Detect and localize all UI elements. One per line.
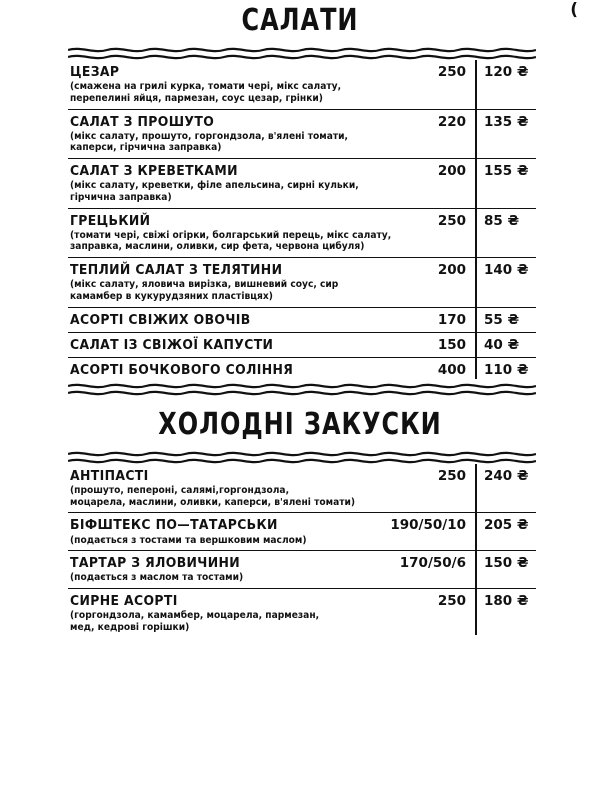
menu-item-weight: 170/50/6 xyxy=(399,555,466,572)
menu-item-row[interactable] xyxy=(68,258,536,308)
menu-item-description-line: (мікс салату, яловича вирізка, вишневий соус, сир xyxy=(70,279,339,291)
menu-item-name: ТАРТАР З ЯЛОВИЧИНИ xyxy=(70,555,240,572)
menu-item-description xyxy=(70,279,353,302)
menu-item-weight: 250 xyxy=(437,593,466,610)
wavy-divider-top-cold xyxy=(68,450,536,464)
menu-items-salads xyxy=(68,60,536,382)
menu-item-weight: 250 xyxy=(437,64,466,80)
menu-item-price: 110 ₴ xyxy=(484,361,529,378)
menu-item-description xyxy=(70,610,353,633)
menu-item-price: 40 ₴ xyxy=(484,336,520,353)
menu-item-description xyxy=(70,81,353,104)
menu-item-weight: 200 xyxy=(437,262,466,279)
wavy-divider-bottom-salads xyxy=(68,382,536,396)
menu-item-text xyxy=(68,110,374,159)
menu-item-name: ЦЕЗАР xyxy=(70,64,120,80)
menu-section-cold-appetizers xyxy=(0,408,600,638)
menu-item-text xyxy=(68,464,374,513)
menu-item-description-line: моцарела, маслини, оливки, каперси, в'ялені томати) xyxy=(70,496,356,508)
menu-item-weight: 220 xyxy=(437,113,466,130)
menu-item-description xyxy=(70,572,353,584)
menu-item-description-line: гірчична заправка) xyxy=(70,191,172,203)
menu-item-price: 240 ₴ xyxy=(484,467,529,484)
menu-item-text xyxy=(68,513,374,550)
menu-item-price: 55 ₴ xyxy=(484,311,520,328)
menu-item-description xyxy=(70,535,353,547)
menu-item-description xyxy=(70,180,359,203)
menu-item-weight: 170 xyxy=(437,311,466,328)
menu-item-row[interactable] xyxy=(68,464,536,514)
menu-item-price: 180 ₴ xyxy=(484,593,529,610)
menu-item-description-line: (смажена на грилі курка, томати чері, мікс салату, xyxy=(70,81,342,93)
menu-item-name: САЛАТ З КРЕВЕТКАМИ xyxy=(70,163,238,180)
menu-item-row[interactable] xyxy=(68,513,536,551)
menu-item-row[interactable] xyxy=(68,159,536,209)
menu-item-row[interactable] xyxy=(68,358,536,382)
menu-item-text xyxy=(68,159,374,208)
menu-item-description-line: заправка, маслини, оливки, сир фета, червона цибуля) xyxy=(70,241,365,253)
menu-item-weight: 190/50/10 xyxy=(390,517,466,534)
menu-item-text xyxy=(68,551,374,588)
section-title-cold-appetizers: ХОЛОДНІ ЗАКУСКИ xyxy=(158,406,442,442)
menu-item-name: БІФШТЕКС ПО—ТАТАРСЬКИ xyxy=(70,517,278,534)
menu-item-row[interactable] xyxy=(68,110,536,160)
menu-item-weight: 250 xyxy=(437,212,466,229)
section-title-salads: САЛАТИ xyxy=(241,3,359,38)
menu-item-row[interactable] xyxy=(68,308,536,333)
menu-item-description-line: камамбер в кукурудзяних пластівцях) xyxy=(70,290,273,302)
menu-item-description-line: (мікс салату, прошуто, горгондзола, в'ялені томати, xyxy=(70,130,349,142)
menu-items-cold-appetizers xyxy=(68,464,536,638)
menu-item-text xyxy=(68,258,374,307)
menu-item-text xyxy=(68,358,374,382)
menu-item-name: САЛАТ З ПРОШУТО xyxy=(70,113,215,130)
menu-item-weight: 400 xyxy=(437,361,466,378)
menu-item-name: АСОРТІ БОЧКОВОГО СОЛІННЯ xyxy=(70,361,294,378)
menu-item-price: 85 ₴ xyxy=(484,212,520,229)
menu-item-price: 205 ₴ xyxy=(484,517,529,534)
menu-item-weight: 150 xyxy=(437,336,466,353)
corner-paren-mark: ( xyxy=(570,0,578,20)
menu-item-description xyxy=(70,229,392,253)
wavy-divider-top-salads xyxy=(68,46,536,60)
menu-item-price: 120 ₴ xyxy=(484,64,529,80)
menu-item-description-line: (подається з тостами та вершковим маслом) xyxy=(70,534,307,546)
menu-item-price: 150 ₴ xyxy=(484,555,529,572)
menu-item-description-line: каперси, гірчична заправка) xyxy=(70,142,222,154)
menu-item-description-line: (горгондзола, камамбер, моцарела, пармезан, xyxy=(70,610,320,622)
menu-item-description-line: (томати чері, свіжі огірки, болгарський перець, мікс салату, xyxy=(70,229,392,241)
menu-item-name: ТЕПЛИЙ САЛАТ З ТЕЛЯТИНИ xyxy=(70,262,283,279)
menu-item-name: ГРЕЦЬКИЙ xyxy=(70,212,151,229)
menu-item-weight: 250 xyxy=(437,467,466,484)
menu-item-row[interactable] xyxy=(68,333,536,358)
menu-item-name: СИРНЕ АСОРТІ xyxy=(70,593,178,610)
menu-item-text xyxy=(68,308,374,332)
menu-item-price: 140 ₴ xyxy=(484,262,529,279)
menu-item-text xyxy=(68,333,374,357)
menu-item-row[interactable] xyxy=(68,209,536,259)
menu-item-row[interactable] xyxy=(68,551,536,589)
menu-item-description-line: (мікс салату, креветки, філе апельсина, сирні кульки, xyxy=(70,180,359,192)
menu-item-description-line: (подається з маслом та тостами) xyxy=(70,572,244,584)
menu-item-text xyxy=(68,60,374,109)
menu-item-text xyxy=(68,209,392,258)
menu-item-row[interactable] xyxy=(68,589,536,638)
menu-item-description xyxy=(70,485,356,508)
menu-item-description-line: мед, кедрові горішки) xyxy=(70,621,190,633)
menu-item-price: 135 ₴ xyxy=(484,113,529,130)
menu-item-row[interactable] xyxy=(68,60,536,110)
menu-item-description xyxy=(70,131,353,154)
menu-item-name: АСОРТІ СВІЖИХ ОВОЧІВ xyxy=(70,311,251,328)
menu-item-description-line: перепелині яйця, пармезан, соус цезар, грінки) xyxy=(70,92,323,104)
menu-item-weight: 200 xyxy=(437,163,466,180)
menu-item-text xyxy=(68,589,374,638)
menu-item-name: САЛАТ ІЗ СВІЖОЇ КАПУСТИ xyxy=(70,336,274,353)
menu-item-price: 155 ₴ xyxy=(484,163,529,180)
menu-item-description-line: (прошуто, пепероні, салямі,горгондзола, xyxy=(70,485,290,497)
menu-item-name: АНТІПАСТІ xyxy=(70,467,149,484)
